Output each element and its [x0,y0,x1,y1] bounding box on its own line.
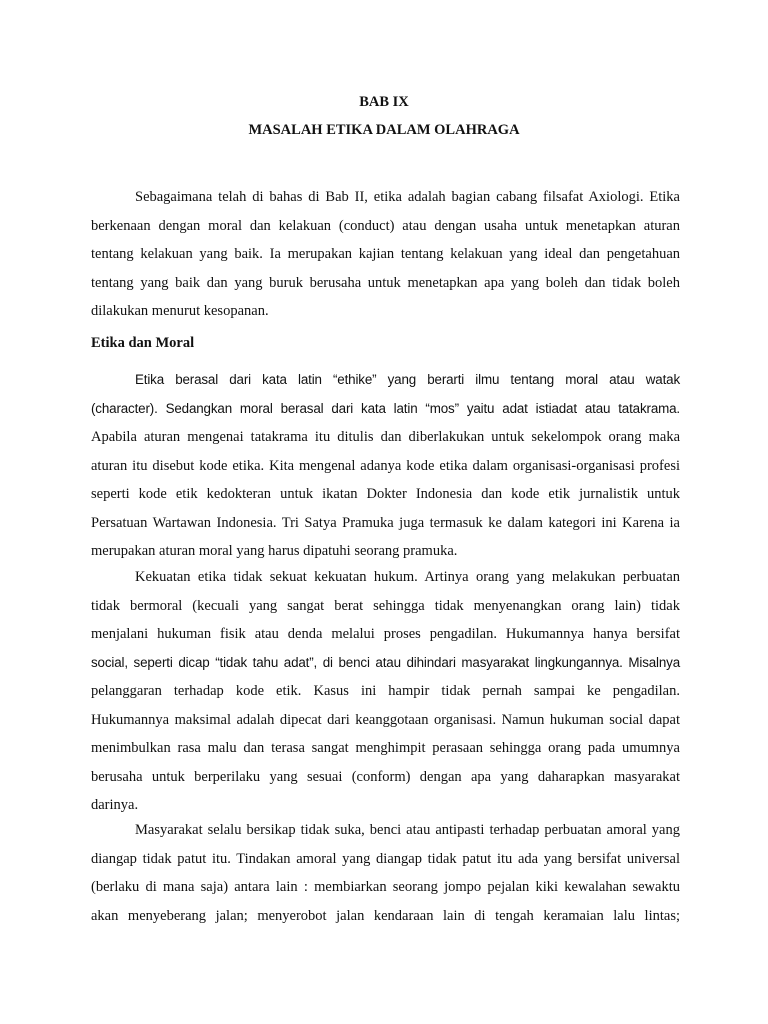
text-line: seperti kode etik kedokteran untuk ikatan Dokter Indonesia dan kode etik jurnalistik untuk [91,486,680,502]
text-line: (character). Sedangkan moral berasal dari kata latin “mos” yaitu adat istiadat atau tatakrama. [91,400,680,416]
text-line: menjalani hukuman fisik atau denda melalui proses pengadilan. Hukumannya hanya bersifat [91,626,680,642]
text-line: social, seperti dicap “tidak tahu adat”, di benci atau dihindari masyarakat lingkungannya. Misalnya [91,654,680,670]
text-line: tentang kelakuan yang baik. Ia merupakan kajian tentang kelakuan yang ideal dan pengetahuan [91,246,680,262]
chapter-number: BAB IX [359,94,409,110]
text-line: Masyarakat selalu bersikap tidak suka, benci atau antipasti terhadap perbuatan amoral yang [135,822,680,838]
section-heading: Etika dan Moral [91,335,195,351]
chapter-title: MASALAH ETIKA DALAM OLAHRAGA [248,122,520,138]
text-line: merupakan aturan moral yang harus dipatuhi seorang pramuka. [91,543,458,559]
text-line: Etika berasal dari kata latin “ethike” yang berarti ilmu tentang moral atau watak [135,372,680,387]
text-line: akan menyeberang jalan; menyerobot jalan kendaraan lain di tengah keramaian lalu lintas; [91,907,680,924]
text-line: Sebagaimana telah di bahas di Bab II, etika adalah bagian cabang filsafat Axiologi. Etika [135,189,680,205]
text-line: Persatuan Wartawan Indonesia. Tri Satya Pramuka juga termasuk ke dalam kategori ini Karena ia [91,514,680,531]
paragraph-etika-moral [91,366,680,566]
text-line: tentang yang baik dan yang buruk berusaha untuk menetapkan apa yang boleh dan tidak boleh [91,274,680,291]
text-line: diangap tidak patut itu. Tindakan amoral yang diangap tidak patut itu ada yang bersifat universal [91,850,680,867]
text-line: dilakukan menurut kesopanan. [91,303,269,319]
text-line: tidak bermoral (kecuali yang sangat berat sehingga tidak menyenangkan orang lain) tidak [91,597,680,614]
paragraph-masyarakat [91,816,680,930]
text-line: (berlaku di mana saja) antara lain : membiarkan seorang jompo pejalan kiki kewalahan sewaktu [91,879,680,895]
text-line: darinya. [91,797,139,813]
text-line: Kekuatan etika tidak sekuat kekuatan hukum. Artinya orang yang melakukan perbuatan [135,569,680,585]
text-line: Apabila aturan mengenai tatakrama itu ditulis dan diberlakukan untuk sekelompok orang maka [91,429,680,445]
text-line: menimbulkan rasa malu dan terasa sangat menghimpit perasaan sehingga orang pada umumnya [91,740,680,756]
text-line: aturan itu disebut kode etika. Kita mengenal adanya kode etika dalam organisasi-organisasi profesi [91,457,680,474]
text-line: berusaha untuk berperilaku yang sesuai (conform) dengan apa yang daharapkan masyarakat [91,768,680,785]
text-line: pelanggaran terhadap kode etik. Kasus ini hampir tidak pernah sampai ke pengadilan. [91,683,680,699]
paragraph-kekuatan-etika [91,563,680,820]
paragraph-intro [91,183,680,326]
text-line: Hukumannya maksimal adalah dipecat dari keanggotaan organisasi. Namun hukuman social dapat [91,711,680,728]
text-line: berkenaan dengan moral dan kelakuan (conduct) atau dengan usaha untuk menetapkan aturan [91,217,680,234]
